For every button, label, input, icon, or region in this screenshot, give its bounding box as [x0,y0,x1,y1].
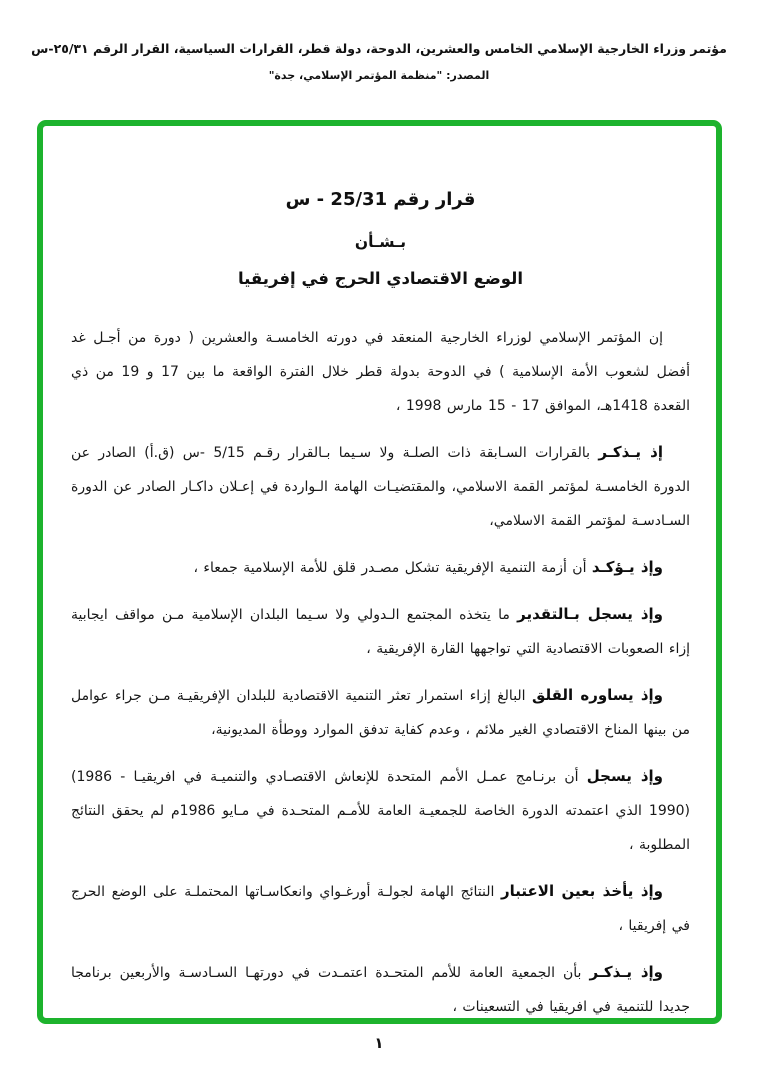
paragraph-text: إن المؤتمر الإسلامي لوزراء الخارجية المنعقد في دورته الخامسـة والعشرين ( دورة من أجـل غد أفضل لشعوب الأمة الإسلامية ) في الدوحة بدولة قطر خلال الفترة الواقعة ما بين 17 و 19 من ذي القعدة 1418هـ، الموافق ⁦15 - 17⁩ مارس 1998 ، [71,330,690,414]
noting-appreciation-paragraph [71,597,690,666]
paragraph-text: النتائج الهامة لجولـة أورغـواي وانعكاسـاتها المحتملـة على الوضع الحرج في إفريقيا ، [71,884,690,934]
header-publisher-line: المصدر: "منظمة المؤتمر الإسلامي، جدة" [268,69,490,82]
paragraph-text: أن برنـامج عمـل الأمم المتحدة للإنعاش الاقتصـادي والتنميـة في افريقيـا ⁦(1986 - 1990)⁩ الذي اعتمدته الدورة الخاصة للجمعيـة العامة للأمـم المتحـدة في مـايو 1986م لم يحقق النتائج المطلوبة ، [71,769,690,853]
document-header [30,40,728,84]
paragraph-text: بالقرارات السـابقة ذات الصلـة ولا سـيما بـالقرار رقـم 5/15 -س (ق.أ) الصادر عن الدورة الخامسـة لمؤتمر القمة الاسلامي، والمقتضيـات الهامة الـواردة في إعـلان داكـار الصادر عن الدورة السـادسـة لمؤتمر القمة الاسلامي، [71,445,690,529]
header-source-line: مؤتمر وزراء الخارجية الإسلامي الخامس والعشرين، الدوحة، دولة قطر، القرارات السياسية، القرار الرقم ٢٥/٣١-س [31,41,727,56]
preamble-paragraph [71,320,690,423]
paragraph-text: ما يتخذه المجتمع الـدولي ولا سـيما البلدان الإسلامية مـن مواقف ايجابية إزاء الصعوبات الاقتصادية التي تواجهها القارة الإفريقية ، [71,607,690,657]
subject-title: الوضع الاقتصادي الحرج في إفريقيا [237,269,524,288]
affirming-paragraph [71,550,690,585]
paragraph-lead: إذ يـذكـر [598,443,663,461]
resolution-body [43,126,716,1018]
paragraph-lead: وإذ يساوره القلق [531,686,663,704]
general-assembly-paragraph [71,955,690,1018]
paragraph-text: بأن الجمعية العامة للأمم المتحـدة اعتمـدت في دورتهـا السـادسـة والأربعين برنامجا جديدا للتنمية في افريقيا في التسعينات ، [71,965,690,1015]
page-number: ١ [374,1034,384,1052]
concern-paragraph [71,678,690,747]
recalling-resolutions-paragraph [71,435,690,538]
paragraph-lead: وإذ يأخذ بعين الاعتبار [501,882,663,900]
paragraph-lead: وإذ يسجل [586,767,664,785]
paragraph-text: أن أزمة التنمية الإفريقية تشكل مصـدر قلق للأمة الإسلامية جمعاء ، [193,560,587,576]
paragraph-lead: وإذ يـذكـر [589,963,664,981]
uruguay-round-paragraph [71,874,690,943]
resolution-number-title: قرار رقم 25/31 - س [285,189,476,210]
paragraph-lead: وإذ يسجل بـالتقدير [517,605,663,623]
paragraph-text: البالغ إزاء استمرار تعثر التنمية الاقتصادية للبلدان الإفريقيـة مـن جراء عوامل من بينها المناخ الاقتصادي الغير ملائم ، وعدم كفاية تدفق الموارد ووطأة المديونية، [71,688,690,738]
regarding-label: بـشـأن [354,233,407,251]
document-border-frame [37,120,722,1024]
paragraph-lead: وإذ يـؤكـد [591,558,663,576]
un-programme-paragraph [71,759,690,862]
